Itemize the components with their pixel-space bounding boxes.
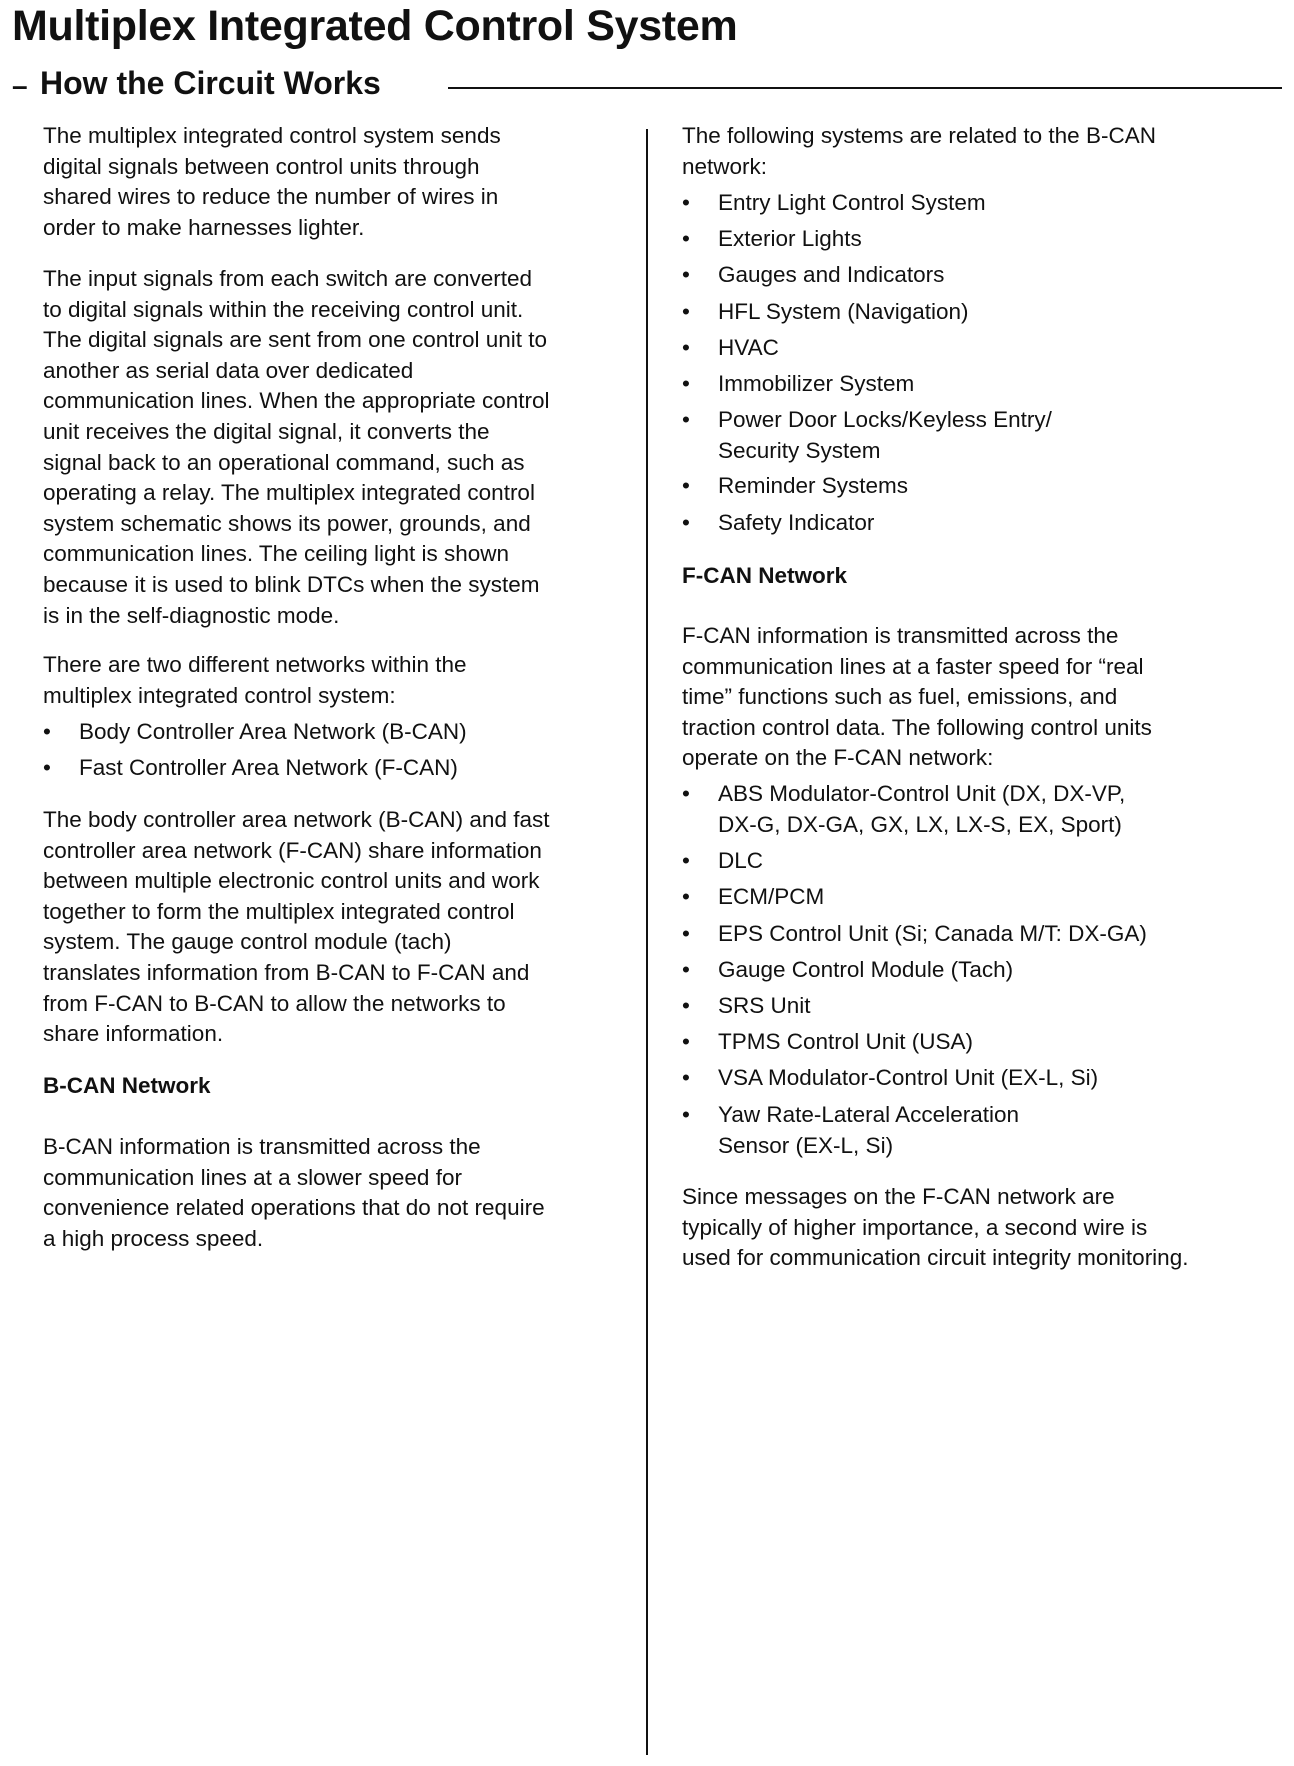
- column-divider: [646, 129, 648, 1755]
- list-item: • Gauges and Indicators: [718, 260, 944, 291]
- fcan-heading: F-CAN Network: [682, 563, 848, 588]
- section-rule: [448, 87, 1282, 89]
- list-item: • Gauge Control Module (Tach): [718, 955, 1013, 986]
- list-item: • Power Door Locks/Keyless Entry/ Security System: [718, 405, 1052, 466]
- list-item: • Yaw Rate-Lateral Acceleration Sensor (EX-L, Si): [718, 1100, 1019, 1161]
- bcan-heading: B-CAN Network: [43, 1073, 211, 1098]
- list-item: • EPS Control Unit (Si; Canada M/T: DX-GA): [718, 919, 1147, 950]
- list-item: • Immobilizer System: [718, 369, 914, 400]
- paragraph-fcan-integrity: Since messages on the F-CAN network are typically of higher importance, a second wire is used for communication circuit integrity monitoring.: [682, 1184, 1189, 1271]
- paragraph-networks: There are two different networks within the multiplex integrated control system:: [43, 652, 467, 708]
- list-item: • SRS Unit: [718, 991, 811, 1022]
- paragraph-bcan-systems: The following systems are related to the B-CAN network:: [682, 123, 1156, 179]
- page-title: Multiplex Integrated Control System: [12, 2, 738, 50]
- section-dash: –: [12, 70, 28, 101]
- list-item: • Reminder Systems: [718, 471, 908, 502]
- list-item: • DLC: [718, 846, 763, 877]
- list-item: • Fast Controller Area Network (F-CAN): [79, 753, 458, 784]
- list-item: • Exterior Lights: [718, 224, 862, 255]
- section-title: How the Circuit Works: [40, 65, 381, 101]
- list-item: • HVAC: [718, 333, 779, 364]
- paragraph-shared-info: The body controller area network (B-CAN) and fast controller area network (F-CAN) share information between multiple electronic control units and work together to form the multiplex integrated control system. The gauge control module (tach) translates information from B-CAN to F-CAN and from F-CAN to B-CAN to allow the networks to share information.: [43, 807, 550, 1047]
- list-item: • Body Controller Area Network (B-CAN): [79, 717, 467, 748]
- list-item: • VSA Modulator-Control Unit (EX-L, Si): [718, 1063, 1098, 1094]
- list-item: • ABS Modulator-Control Unit (DX, DX-VP, DX-G, DX-GA, GX, LX, LX-S, EX, Sport): [718, 779, 1125, 840]
- list-item: • TPMS Control Unit (USA): [718, 1027, 973, 1058]
- list-item: • Entry Light Control System: [718, 188, 986, 219]
- list-item: • HFL System (Navigation): [718, 297, 969, 328]
- paragraph-signals: The input signals from each switch are converted to digital signals within the receiving control unit. The digital signals are sent from one control unit to another as serial data over dedicated communication lines. When the appropriate control unit receives the digital signal, it converts the signal back to an operational command, such as operating a relay. The multiplex integrated control system schematic shows its power, grounds, and communication lines. The ceiling light is shown because it is used to blink DTCs when the system is in the self-diagnostic mode.: [43, 266, 550, 628]
- list-item: • Safety Indicator: [718, 508, 874, 539]
- paragraph-intro: The multiplex integrated control system sends digital signals between control units through shared wires to reduce the number of wires in order to make harnesses lighter.: [43, 123, 501, 240]
- list-item: • ECM/PCM: [718, 882, 824, 913]
- paragraph-fcan: F-CAN information is transmitted across the communication lines at a faster speed for “real time” functions such as fuel, emissions, and traction control data. The following control units operate on the F-CAN network:: [682, 623, 1152, 771]
- paragraph-bcan: B-CAN information is transmitted across the communication lines at a slower speed for convenience related operations that do not require a high process speed.: [43, 1134, 545, 1251]
